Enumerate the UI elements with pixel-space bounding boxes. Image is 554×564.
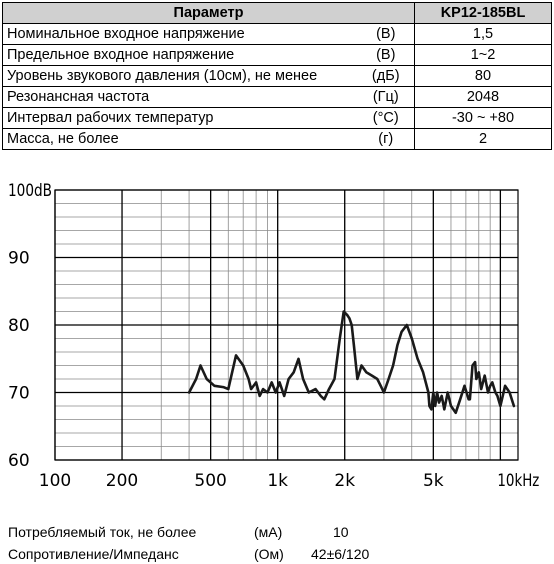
table-row bbox=[3, 87, 552, 108]
header-parameter: Параметр bbox=[3, 3, 415, 24]
footer-current-value: 10 bbox=[333, 524, 349, 540]
x-tick-label: 200 bbox=[105, 471, 139, 491]
table-row bbox=[3, 108, 552, 129]
param-name: Масса, не более bbox=[3, 129, 358, 150]
table-row bbox=[3, 45, 552, 66]
x-axis-labels bbox=[39, 471, 540, 491]
x-tick-label: 1k bbox=[267, 471, 289, 491]
footer-impedance-label: Сопротивление/Импеданс bbox=[8, 546, 179, 562]
y-axis-labels bbox=[8, 182, 52, 471]
param-unit: (В) bbox=[358, 45, 415, 66]
param-name: Интервал рабочих температур bbox=[3, 108, 358, 129]
param-name: Номинальное входное напряжение bbox=[3, 24, 358, 45]
param-value: 2 bbox=[415, 129, 552, 150]
x-tick-label: 10kHz bbox=[497, 471, 540, 491]
param-value: 1~2 bbox=[415, 45, 552, 66]
param-name: Резонансная частота bbox=[3, 87, 358, 108]
y-tick-label: 80 bbox=[8, 316, 30, 336]
table-row bbox=[3, 129, 552, 150]
y-tick-label: 100dB bbox=[8, 182, 52, 201]
x-tick-label: 100 bbox=[38, 471, 72, 491]
y-tick-label: 90 bbox=[8, 248, 30, 269]
param-unit: (Гц) bbox=[358, 87, 415, 108]
table-header-row bbox=[3, 3, 552, 24]
param-unit: (В) bbox=[358, 24, 415, 45]
param-unit: (°C) bbox=[358, 108, 415, 129]
param-unit: (дБ) bbox=[358, 66, 415, 87]
param-name: Предельное входное напряжение bbox=[3, 45, 358, 66]
footer-impedance-unit: (Ом) bbox=[254, 546, 284, 562]
header-model: KP12-185BL bbox=[415, 3, 552, 24]
table-row bbox=[3, 24, 552, 45]
footer-impedance-value: 42±6/120 bbox=[311, 546, 370, 562]
x-tick-label: 2k bbox=[334, 471, 356, 491]
x-tick-label: 500 bbox=[194, 471, 227, 491]
table-row bbox=[3, 66, 552, 87]
param-value: 80 bbox=[415, 66, 552, 87]
param-value: 1,5 bbox=[415, 24, 552, 45]
param-value: -30 ~ +80 bbox=[415, 108, 552, 129]
param-name: Уровень звукового давления (10см), не менее bbox=[3, 66, 358, 87]
frequency-response-chart bbox=[0, 182, 554, 512]
y-tick-label: 70 bbox=[8, 383, 30, 404]
footer-current-label: Потребляемый ток, не более bbox=[8, 524, 197, 540]
y-tick-label: 60 bbox=[8, 451, 30, 471]
x-tick-label: 5k bbox=[422, 471, 444, 491]
param-unit: (г) bbox=[358, 129, 415, 150]
footer-current-unit: (мА) bbox=[254, 524, 283, 540]
parameters-table bbox=[2, 2, 552, 150]
frequency-response-line bbox=[189, 312, 514, 413]
param-value: 2048 bbox=[415, 87, 552, 108]
